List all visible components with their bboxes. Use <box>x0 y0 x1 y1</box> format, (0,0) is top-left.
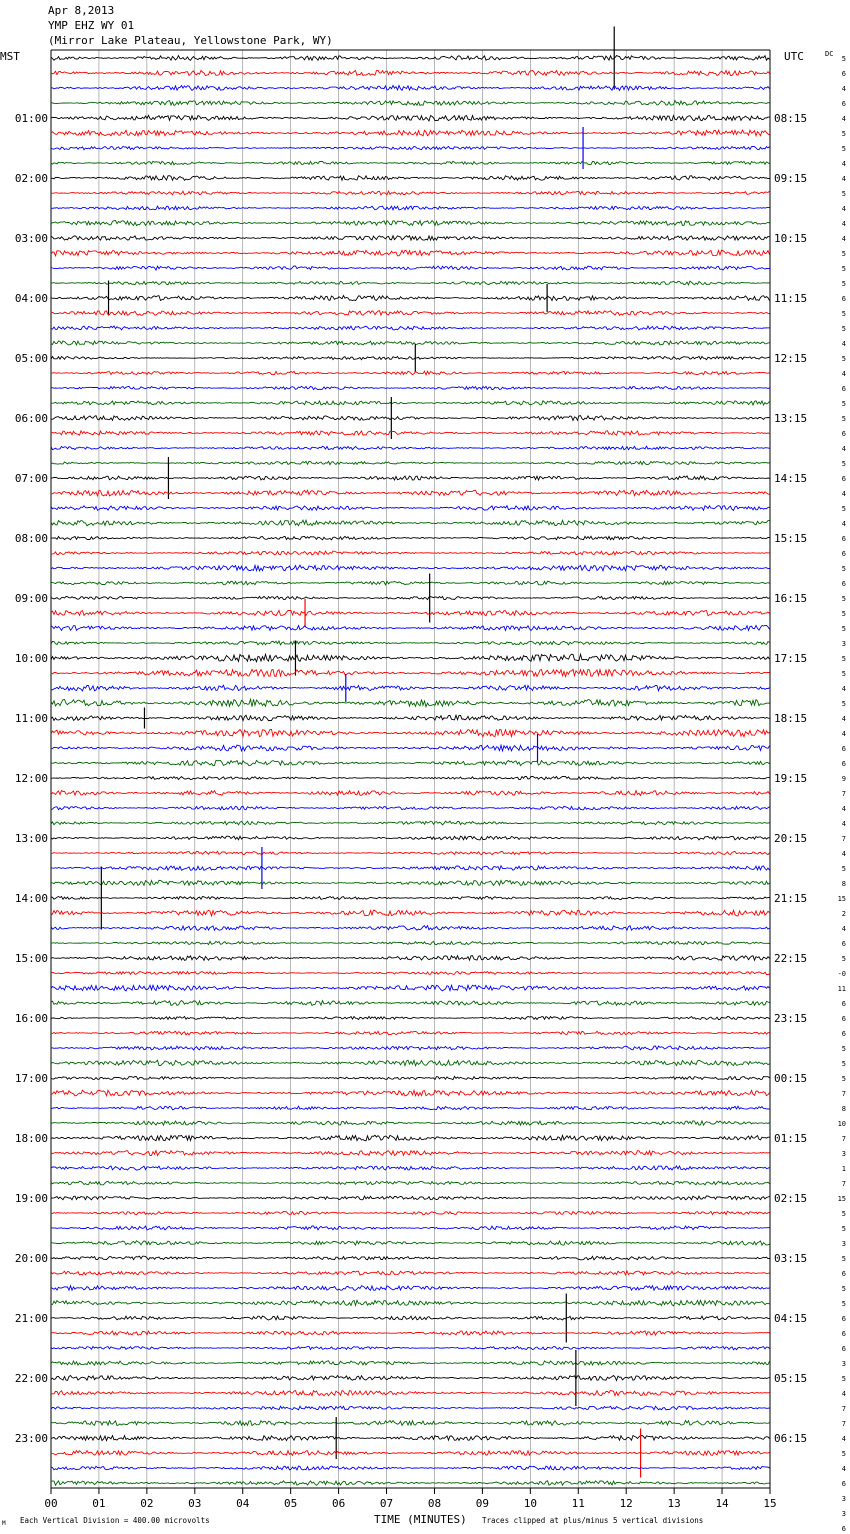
dc-value-47: 6 <box>841 760 846 768</box>
dc-value-13: 5 <box>841 250 846 258</box>
dc-value-92: 4 <box>841 1435 846 1443</box>
trace-row-52 <box>51 836 770 840</box>
trace-row-5 <box>51 130 770 136</box>
dc-value-43: 5 <box>841 700 846 708</box>
trace-row-89 <box>51 1390 770 1395</box>
dc-value-11: 4 <box>841 220 846 228</box>
mst-label-18: 18:00 <box>14 1132 48 1145</box>
dc-value-29: 4 <box>841 490 846 498</box>
scale-note: Each Vertical Division = 400.00 microvolts <box>20 1516 210 1525</box>
dc-value-24: 5 <box>841 415 846 423</box>
trace-row-26 <box>51 446 770 450</box>
plot-date: Apr 8,2013 <box>48 4 115 17</box>
utc-label-21: 04:15 <box>774 1312 808 1325</box>
trace-row-51 <box>51 821 770 825</box>
dc-value-69: 7 <box>841 1090 846 1098</box>
mst-label-2: 02:00 <box>14 172 48 185</box>
dc-value-52: 7 <box>841 835 846 843</box>
trace-row-57 <box>51 910 770 916</box>
dc-value-88: 5 <box>841 1375 846 1383</box>
mst-label-20: 20:00 <box>14 1252 48 1265</box>
utc-label-12: 19:15 <box>774 772 808 785</box>
trace-row-8 <box>51 176 770 181</box>
mst-label-13: 13:00 <box>14 832 48 845</box>
dc-value-17: 5 <box>841 310 846 318</box>
trace-row-33 <box>51 551 770 555</box>
trace-row-56 <box>51 896 770 899</box>
trace-row-95 <box>51 1481 770 1486</box>
trace-row-31 <box>51 520 770 526</box>
trace-row-80 <box>51 1256 770 1260</box>
dc-value-3: 6 <box>841 100 846 108</box>
x-tick-label-3: 03 <box>188 1497 202 1510</box>
utc-label-9: 16:15 <box>774 592 808 605</box>
trace-row-94 <box>51 1466 770 1470</box>
mst-label-17: 17:00 <box>14 1072 48 1085</box>
dc-value-2: 4 <box>841 85 846 93</box>
utc-label-3: 10:15 <box>774 232 808 245</box>
dc-value-55: 8 <box>841 880 846 888</box>
trace-row-1 <box>51 70 770 75</box>
trace-row-20 <box>51 356 770 359</box>
mst-label-14: 14:00 <box>14 892 48 905</box>
utc-label-23: 06:15 <box>774 1432 808 1445</box>
dc-value-96: 3 <box>841 1495 846 1503</box>
dc-value-87: 3 <box>841 1360 846 1368</box>
dc-value-78: 5 <box>841 1225 846 1233</box>
dc-value-25: 6 <box>841 430 846 438</box>
mst-label-5: 05:00 <box>14 352 48 365</box>
trace-row-79 <box>51 1241 770 1245</box>
trace-row-38 <box>51 625 770 630</box>
trace-row-32 <box>51 536 770 540</box>
trace-row-0 <box>51 56 770 61</box>
x-tick-label-10: 10 <box>523 1497 537 1510</box>
dc-value-90: 7 <box>841 1405 846 1413</box>
trace-row-53 <box>51 851 770 854</box>
trace-row-70 <box>51 1106 770 1110</box>
trace-row-60 <box>51 956 770 961</box>
trace-row-67 <box>51 1060 770 1066</box>
mst-label-22: 22:00 <box>14 1372 48 1385</box>
dc-value-58: 4 <box>841 925 846 933</box>
mst-label-10: 10:00 <box>14 652 48 665</box>
dc-value-10: 4 <box>841 205 846 213</box>
dc-value-46: 6 <box>841 745 846 753</box>
trace-row-6 <box>51 146 770 149</box>
trace-row-45 <box>51 729 770 736</box>
trace-row-46 <box>51 745 770 751</box>
dc-value-12: 4 <box>841 235 846 243</box>
dc-value-22: 6 <box>841 385 846 393</box>
trace-row-69 <box>51 1090 770 1096</box>
trace-row-28 <box>51 476 770 480</box>
utc-label-5: 12:15 <box>774 352 808 365</box>
trace-row-19 <box>51 341 770 345</box>
trace-row-44 <box>51 715 770 721</box>
dc-value-91: 7 <box>841 1420 846 1428</box>
x-tick-label-6: 06 <box>331 1497 346 1510</box>
trace-row-85 <box>51 1331 770 1335</box>
trace-row-3 <box>51 101 770 106</box>
trace-row-86 <box>51 1346 770 1349</box>
mst-label-12: 12:00 <box>14 772 48 785</box>
trace-row-9 <box>51 191 770 195</box>
x-tick-label-14: 14 <box>715 1497 729 1510</box>
mst-label-11: 11:00 <box>14 712 48 725</box>
dc-value-19: 4 <box>841 340 846 348</box>
trace-row-61 <box>51 971 770 974</box>
trace-row-41 <box>51 669 770 676</box>
dc-value-62: 11 <box>837 985 846 993</box>
trace-row-21 <box>51 371 770 375</box>
x-tick-label-5: 05 <box>284 1497 298 1510</box>
utc-label-8: 15:15 <box>774 532 808 545</box>
trace-row-76 <box>51 1196 770 1200</box>
mst-label-1: 01:00 <box>14 112 48 125</box>
dc-value-15: 5 <box>841 280 846 288</box>
trace-row-77 <box>51 1211 770 1214</box>
dc-value-37: 5 <box>841 610 846 618</box>
trace-row-92 <box>51 1435 770 1440</box>
x-tick-label-7: 07 <box>379 1497 394 1510</box>
mst-label-6: 06:00 <box>14 412 48 425</box>
utc-label-16: 23:15 <box>774 1012 808 1025</box>
dc-value-45: 4 <box>841 730 846 738</box>
seismic-traces <box>51 27 770 1486</box>
dc-value-44: 4 <box>841 715 846 723</box>
x-tick-label-9: 09 <box>475 1497 490 1510</box>
utc-label-2: 09:15 <box>774 172 808 185</box>
trace-row-74 <box>51 1166 770 1170</box>
utc-label-10: 17:15 <box>774 652 808 665</box>
trace-row-88 <box>51 1376 770 1381</box>
utc-label-17: 00:15 <box>774 1072 808 1085</box>
trace-row-4 <box>51 115 770 121</box>
trace-row-78 <box>51 1226 770 1230</box>
trace-row-68 <box>51 1076 770 1079</box>
x-tick-label-15: 15 <box>763 1497 777 1510</box>
dc-value-74: 1 <box>841 1165 846 1173</box>
dc-value-97: 3 <box>841 1510 846 1518</box>
x-tick-label-11: 11 <box>571 1497 585 1510</box>
trace-row-75 <box>51 1181 770 1185</box>
trace-row-48 <box>51 776 770 779</box>
trace-row-25 <box>51 431 770 435</box>
dc-value-71: 10 <box>837 1120 846 1128</box>
dc-value-36: 5 <box>841 595 846 603</box>
utc-label-14: 21:15 <box>774 892 808 905</box>
dc-value-41: 5 <box>841 670 846 678</box>
trace-row-7 <box>51 161 770 164</box>
dc-value-35: 6 <box>841 580 846 588</box>
x-tick-label-12: 12 <box>619 1497 633 1510</box>
dc-value-72: 7 <box>841 1135 846 1143</box>
trace-row-87 <box>51 1361 770 1365</box>
dc-value-34: 5 <box>841 565 846 573</box>
trace-row-72 <box>51 1135 770 1141</box>
dc-value-85: 6 <box>841 1330 846 1338</box>
trace-row-83 <box>51 1300 770 1306</box>
dc-value-16: 6 <box>841 295 846 303</box>
utc-label-1: 08:15 <box>774 112 808 125</box>
mst-label-4: 04:00 <box>14 292 48 305</box>
utc-label-11: 18:15 <box>774 712 808 725</box>
dc-value-59: 6 <box>841 940 846 948</box>
trace-row-64 <box>51 1016 770 1019</box>
trace-row-22 <box>51 386 770 389</box>
dc-value-7: 4 <box>841 160 846 168</box>
dc-value-65: 6 <box>841 1030 846 1038</box>
trace-row-2 <box>51 86 770 91</box>
utc-hour-labels <box>774 112 807 1445</box>
trace-row-90 <box>51 1406 770 1410</box>
mst-label-8: 08:00 <box>14 532 48 545</box>
mst-label-19: 19:00 <box>14 1192 48 1205</box>
dc-value-4: 4 <box>841 115 846 123</box>
dc-value-38: 5 <box>841 625 846 633</box>
dc-value-75: 7 <box>841 1180 846 1188</box>
trace-row-63 <box>51 1001 770 1006</box>
corner-mark: M <box>2 1520 6 1527</box>
dc-value-77: 5 <box>841 1210 846 1218</box>
mst-label-3: 03:00 <box>14 232 48 245</box>
dc-value-8: 4 <box>841 175 846 183</box>
trace-row-18 <box>51 326 770 330</box>
dc-value-80: 5 <box>841 1255 846 1263</box>
dc-value-39: 3 <box>841 640 846 648</box>
dc-value-54: 5 <box>841 865 846 873</box>
clip-note: Traces clipped at plus/minus 5 vertical divisions <box>482 1516 704 1525</box>
utc-label-19: 02:15 <box>774 1192 808 1205</box>
utc-label-13: 20:15 <box>774 832 808 845</box>
x-tick-label-13: 13 <box>667 1497 681 1510</box>
dc-value-84: 6 <box>841 1315 846 1323</box>
trace-row-49 <box>51 791 770 796</box>
utc-label-18: 01:15 <box>774 1132 808 1145</box>
dc-value-68: 5 <box>841 1075 846 1083</box>
dc-value-66: 5 <box>841 1045 846 1053</box>
trace-row-47 <box>51 760 770 765</box>
dc-value-70: 8 <box>841 1105 846 1113</box>
mst-axis-label: MST <box>0 50 20 63</box>
trace-row-84 <box>51 1316 770 1320</box>
dc-value-76: 15 <box>837 1195 846 1203</box>
mst-label-15: 15:00 <box>14 952 48 965</box>
trace-row-17 <box>51 311 770 316</box>
mst-label-7: 07:00 <box>14 472 48 485</box>
trace-row-35 <box>51 581 770 585</box>
trace-row-13 <box>51 250 770 256</box>
trace-row-30 <box>51 506 770 511</box>
dc-value-42: 4 <box>841 685 846 693</box>
dc-value-56: 15 <box>837 895 846 903</box>
dc-value-86: 6 <box>841 1345 846 1353</box>
dc-value-79: 3 <box>841 1240 846 1248</box>
utc-label-4: 11:15 <box>774 292 808 305</box>
dc-axis-label: DC <box>825 50 834 58</box>
trace-row-10 <box>51 206 770 210</box>
x-tick-label-2: 02 <box>140 1497 154 1510</box>
dc-value-30: 5 <box>841 505 846 513</box>
dc-value-89: 4 <box>841 1390 846 1398</box>
trace-row-91 <box>51 1421 770 1426</box>
trace-row-73 <box>51 1151 770 1156</box>
utc-label-22: 05:15 <box>774 1372 808 1385</box>
station-code: YMP EHZ WY 01 <box>48 19 135 32</box>
dc-value-81: 6 <box>841 1270 846 1278</box>
dc-value-50: 4 <box>841 805 846 813</box>
dc-value-95: 6 <box>841 1480 846 1488</box>
mst-hour-labels <box>15 112 48 1445</box>
x-axis-title: TIME (MINUTES) <box>374 1513 467 1526</box>
dc-value-21: 4 <box>841 370 846 378</box>
trace-row-71 <box>51 1121 770 1125</box>
dc-value-14: 5 <box>841 265 846 273</box>
x-tick-label-4: 04 <box>236 1497 250 1510</box>
dc-value-0: 5 <box>841 55 846 63</box>
dc-value-49: 7 <box>841 790 846 798</box>
dc-value-57: 2 <box>841 910 846 918</box>
dc-value-51: 4 <box>841 820 846 828</box>
trace-row-23 <box>51 401 770 405</box>
trace-row-40 <box>51 654 770 662</box>
trace-row-93 <box>51 1451 770 1456</box>
dc-value-67: 5 <box>841 1060 846 1068</box>
dc-value-33: 6 <box>841 550 846 558</box>
trace-row-62 <box>51 985 770 991</box>
trace-row-55 <box>51 880 770 885</box>
utc-label-20: 03:15 <box>774 1252 808 1265</box>
trace-row-42 <box>51 685 770 691</box>
trace-row-14 <box>51 266 770 270</box>
trace-row-59 <box>51 941 770 944</box>
dc-value-82: 5 <box>841 1285 846 1293</box>
dc-value-48: 9 <box>841 775 846 783</box>
utc-label-15: 22:15 <box>774 952 808 965</box>
trace-row-39 <box>51 641 770 645</box>
x-tick-label-0: 00 <box>44 1497 58 1510</box>
trace-row-36 <box>51 596 770 599</box>
trace-row-11 <box>51 221 770 226</box>
trace-row-16 <box>51 296 770 301</box>
utc-label-6: 13:15 <box>774 412 808 425</box>
dc-value-9: 5 <box>841 190 846 198</box>
dc-value-60: 5 <box>841 955 846 963</box>
dc-value-20: 5 <box>841 355 846 363</box>
x-tick-label-1: 01 <box>92 1497 106 1510</box>
dc-value-23: 5 <box>841 400 846 408</box>
trace-row-37 <box>51 610 770 615</box>
x-tick-label-8: 08 <box>427 1497 442 1510</box>
dc-value-40: 5 <box>841 655 846 663</box>
mst-label-9: 09:00 <box>14 592 48 605</box>
trace-row-66 <box>51 1046 770 1050</box>
mst-label-21: 21:00 <box>14 1312 48 1325</box>
dc-value-1: 6 <box>841 70 846 78</box>
trace-row-24 <box>51 416 770 421</box>
dc-value-64: 6 <box>841 1015 846 1023</box>
dc-values <box>838 55 846 1534</box>
station-location: (Mirror Lake Plateau, Yellowstone Park, WY) <box>48 34 333 47</box>
trace-row-43 <box>51 699 770 706</box>
dc-value-32: 6 <box>841 535 846 543</box>
dc-value-6: 5 <box>841 145 846 153</box>
dc-value-53: 4 <box>841 850 846 858</box>
trace-row-29 <box>51 490 770 496</box>
utc-label-7: 14:15 <box>774 472 808 485</box>
trace-row-82 <box>51 1286 770 1291</box>
dc-value-18: 5 <box>841 325 846 333</box>
trace-row-65 <box>51 1031 770 1035</box>
utc-axis-label: UTC <box>784 50 804 63</box>
trace-row-54 <box>51 866 770 871</box>
dc-value-98: 6 <box>841 1525 846 1533</box>
trace-row-58 <box>51 926 770 931</box>
mst-label-23: 23:00 <box>14 1432 48 1445</box>
x-axis <box>44 1488 776 1510</box>
dc-value-5: 5 <box>841 130 846 138</box>
dc-value-93: 5 <box>841 1450 846 1458</box>
dc-value-61: -0 <box>837 970 846 978</box>
dc-value-28: 6 <box>841 475 846 483</box>
dc-value-83: 5 <box>841 1300 846 1308</box>
trace-row-15 <box>51 281 770 285</box>
dc-value-26: 4 <box>841 445 846 453</box>
trace-row-34 <box>51 565 770 571</box>
dc-value-94: 4 <box>841 1465 846 1473</box>
trace-row-12 <box>51 236 770 241</box>
dc-value-31: 4 <box>841 520 846 528</box>
trace-row-50 <box>51 806 770 810</box>
trace-row-81 <box>51 1271 770 1275</box>
dc-value-73: 3 <box>841 1150 846 1158</box>
trace-row-27 <box>51 461 770 464</box>
dc-value-27: 5 <box>841 460 846 468</box>
dc-value-63: 6 <box>841 1000 846 1008</box>
mst-label-16: 16:00 <box>14 1012 48 1025</box>
